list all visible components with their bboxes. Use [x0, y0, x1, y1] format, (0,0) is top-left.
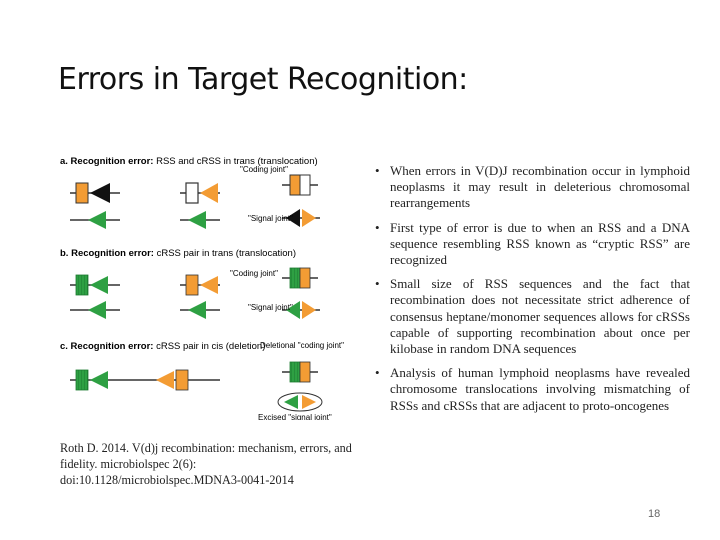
citation-caption: Roth D. 2014. V(d)j recombination: mechanism, errors, and fidelity. microbiolspec 2(6): doi:10.1128/microbiolspec.MDNA3-0041-2014	[60, 441, 352, 487]
panel-a-row-1	[70, 175, 318, 203]
label-excised-signal-joint: Excised "signal joint"	[258, 413, 332, 420]
panel-c-row-2	[278, 393, 322, 411]
recognition-error-diagram	[60, 150, 370, 420]
recognition-error-figure	[60, 150, 370, 420]
panel-a-heading: a. Recognition error: RSS and cRSS in trans (translocation)	[60, 156, 318, 167]
bullet-item-1: • When errors in V(D)J recombination occur in lymphoid neoplasms it may result in deleterious chromosomal rearrangements	[370, 163, 690, 212]
bullet-item-4: • Analysis of human lymphoid neoplasms have revealed chromosome translocations involving mismatching of RSSs and cRSSs that are adjacent to proto-oncogenes	[370, 365, 690, 414]
bullet-item-2: • First type of error is due to when an RSS and a DNA sequence resembling RSS known as “cryptic RSS” are recognized	[370, 220, 690, 269]
label-signal-joint-b: "Signal joint"	[248, 303, 293, 312]
label-deletional-coding-joint: Deletional "coding joint"	[260, 341, 344, 350]
panel-b-heading: b. Recognition error: cRSS pair in trans (translocation)	[60, 248, 296, 259]
bullet-list	[370, 163, 690, 422]
bullet-item-3: • Small size of RSS sequences and the fact that recombination does not necessitate strict adherence of consensus heptane/monomer sequences allows for cRSSs capable of supporting recombination about once per kilobase in random DNA sequences	[370, 276, 690, 357]
page-number: 18	[648, 508, 661, 520]
panel-c-heading: c. Recognition error: cRSS pair in cis (deletion)	[60, 341, 266, 352]
panel-c-row-1	[70, 362, 318, 390]
slide-title: Errors in Target Recognition:	[58, 62, 468, 97]
panel-b-row-1	[70, 268, 318, 295]
label-signal-joint-a: "Signal joint"	[248, 214, 293, 223]
label-coding-joint-a: "Coding joint"	[240, 165, 288, 174]
label-coding-joint-b: "Coding joint"	[230, 269, 278, 278]
